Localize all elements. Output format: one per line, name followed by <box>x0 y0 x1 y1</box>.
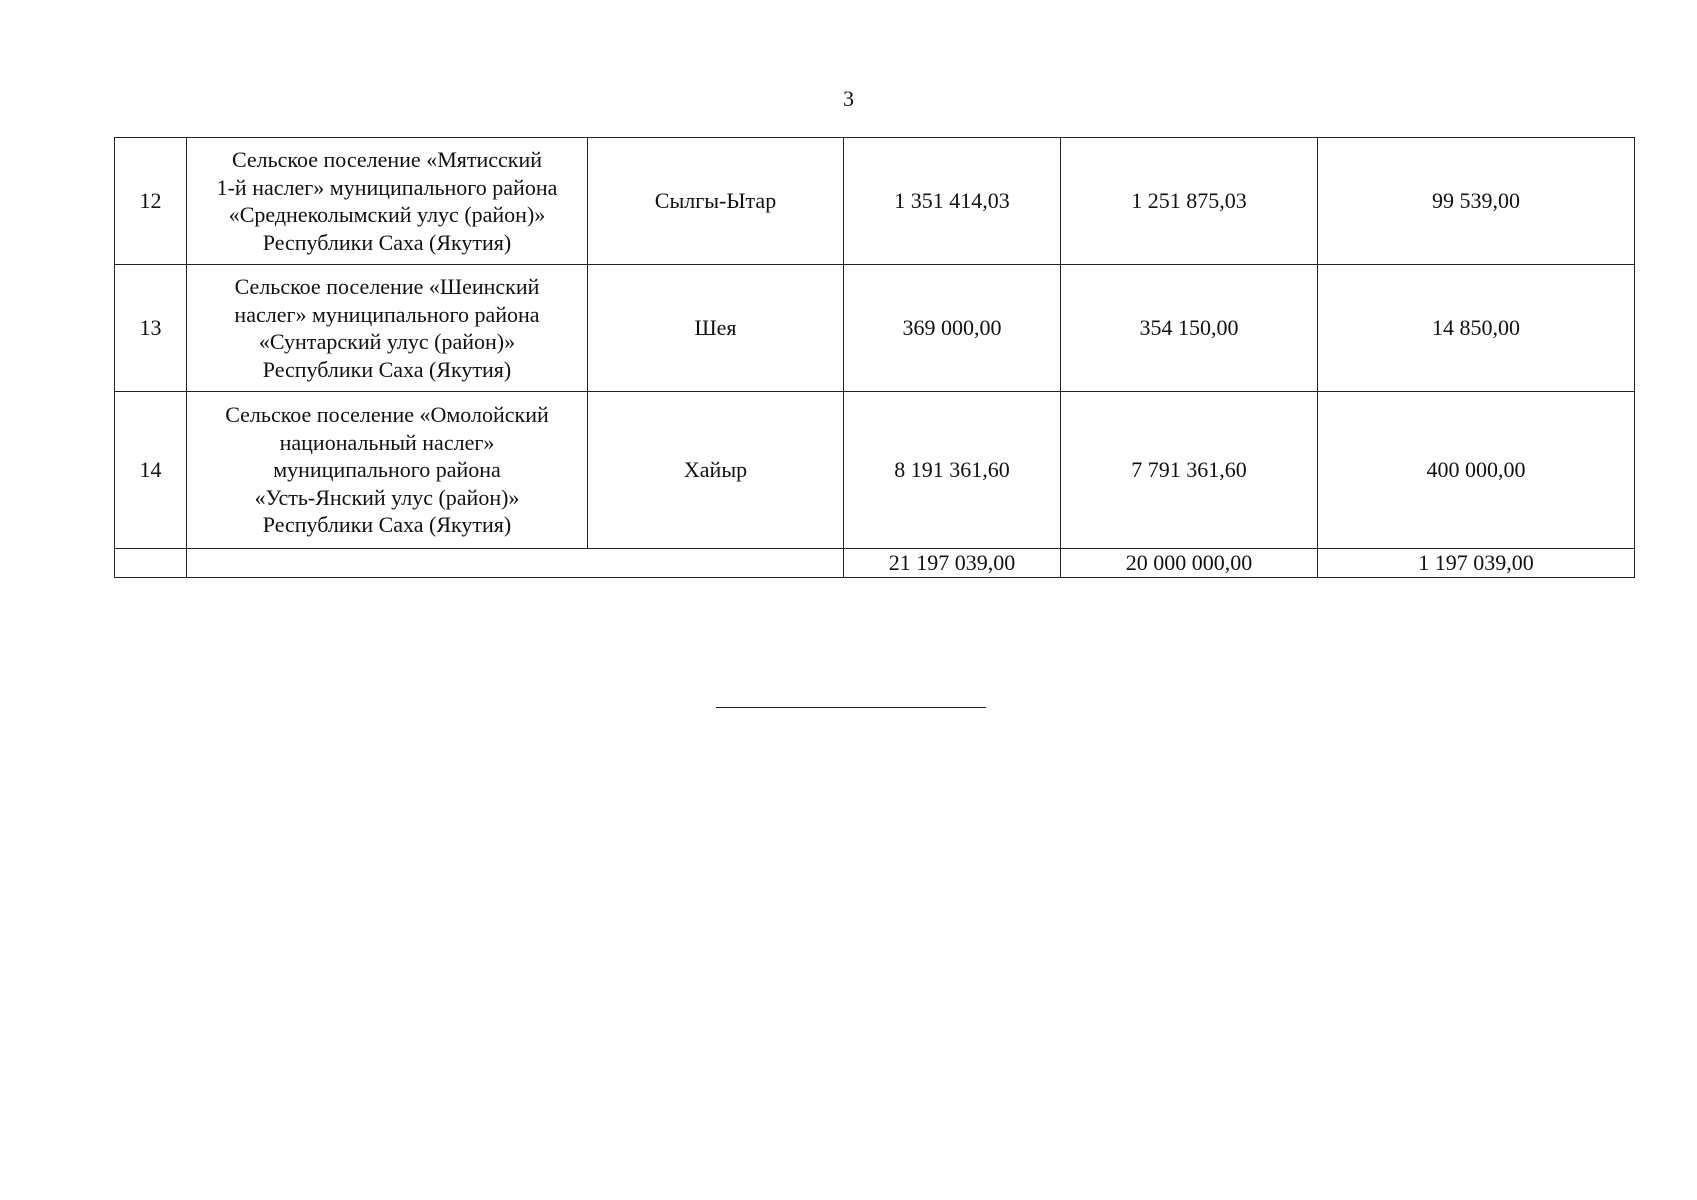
total-amount-cell: 8 191 361,60 <box>844 392 1061 549</box>
grand-total-cell-3: 1 197 039,00 <box>1318 549 1635 578</box>
amount-cell-2: 7 791 361,60 <box>1061 392 1318 549</box>
settlement-name-line: 1-й наслег» муниципального района <box>216 174 558 200</box>
table-row <box>115 392 1635 549</box>
amount-cell-3: 400 000,00 <box>1318 392 1635 549</box>
grand-total-cell-2: 20 000 000,00 <box>1061 549 1318 578</box>
total-amount-cell: 1 351 414,03 <box>844 138 1061 265</box>
totals-label-cell <box>187 549 844 578</box>
row-number-cell: 13 <box>115 265 187 392</box>
amount-cell-2: 1 251 875,03 <box>1061 138 1318 265</box>
settlement-name-line: Сельское поселение «Омолойский <box>225 402 549 428</box>
row-number-cell: 12 <box>115 138 187 265</box>
table-row <box>115 265 1635 392</box>
settlement-name-cell <box>187 138 588 265</box>
settlement-name-line: «Среднеколымский улус (район)» <box>228 202 546 227</box>
locality-cell: Сылгы-Ытар <box>588 138 844 265</box>
settlement-name-line: «Сунтарский улус (район)» <box>258 329 516 354</box>
locality-cell: Хайыр <box>588 392 844 549</box>
row-number-cell: 14 <box>115 392 187 549</box>
page-number: 3 <box>843 86 854 111</box>
settlement-name-line: «Усть-Янский улус (район)» <box>254 484 520 510</box>
settlement-name-cell <box>187 265 588 392</box>
amount-cell-3: 14 850,00 <box>1318 265 1635 392</box>
table-row <box>115 138 1635 265</box>
settlement-name-line: национальный наслег» <box>279 429 495 455</box>
settlement-name-cell <box>187 392 588 549</box>
settlement-name-line: наслег» муниципального района <box>234 301 540 327</box>
settlement-name-line: Сельское поселение «Шеинский <box>234 274 540 299</box>
settlement-name-line: Республики Саха (Якутия) <box>262 229 512 255</box>
total-amount-cell: 369 000,00 <box>844 265 1061 392</box>
grand-total-cell: 21 197 039,00 <box>844 549 1061 578</box>
totals-empty-cell <box>115 549 187 578</box>
settlement-name-line: Сельское поселение «Мятисский <box>231 147 543 172</box>
end-of-document-rule <box>716 707 986 708</box>
settlement-name-line: муниципального района <box>273 457 501 483</box>
amount-cell-2: 354 150,00 <box>1061 265 1318 392</box>
amount-cell-3: 99 539,00 <box>1318 138 1635 265</box>
totals-row <box>115 549 1635 578</box>
allocation-table <box>114 137 1635 578</box>
settlement-name-line: Республики Саха (Якутия) <box>262 512 512 538</box>
settlement-name-line: Республики Саха (Якутия) <box>262 356 512 382</box>
locality-cell: Шея <box>588 265 844 392</box>
